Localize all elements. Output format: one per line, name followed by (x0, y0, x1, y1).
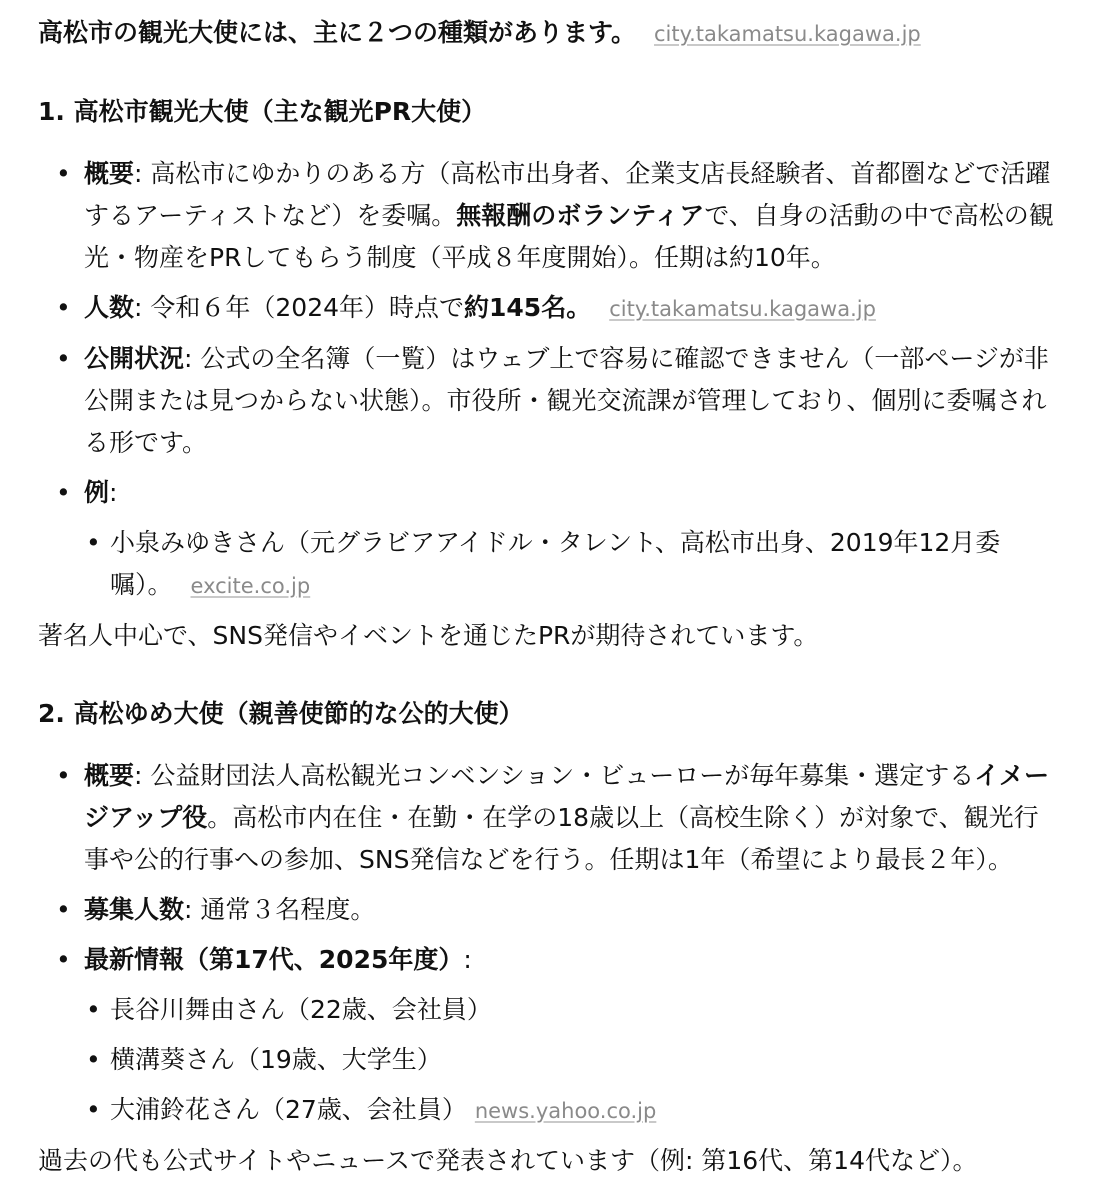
item-text: : 高松市にゆかりのある方（高松市出身者、企業支店長経験者、首都圏などで活躍するアーティストなど）を委嘱。 (84, 159, 1051, 230)
sub-list (84, 522, 1056, 607)
item-text: 大浦鈴花さん（27歳、会社員） (110, 1095, 467, 1124)
item-label: 最新情報（第17代、2025年度） (84, 945, 464, 974)
item-label: 人数 (84, 293, 135, 322)
item-text: : 公式の全名簿（一覧）はウェブ上で容易に確認できません（一部ページが非公開または見つからない状態）。市役所・観光交流課が管理しており、個別に委嘱される形です。 (84, 344, 1049, 457)
source-link[interactable]: news.yahoo.co.jp (474, 1099, 657, 1123)
section-tourism-ambassador (38, 91, 1056, 657)
item-text: 小泉みゆきさん（元グラビアアイドル・タレント、高松市出身、2019年12月委嘱）。 (110, 528, 1001, 599)
source-link[interactable]: city.takamatsu.kagawa.jp (654, 22, 921, 46)
intro-paragraph (38, 12, 1056, 55)
item-label: 例 (84, 478, 110, 507)
source-link[interactable]: excite.co.jp (190, 574, 311, 598)
list-item-status (38, 338, 1056, 464)
item-text: 。高松市内在住・在勤・在学の18歳以上（高校生除く）が対象で、観光行事や公的行事への参加、SNS発信などを行う。任期は1年（希望により最長２年）。 (84, 803, 1039, 874)
section-heading: 1. 高松市観光大使（主な観光PR大使） (38, 97, 487, 126)
sub-list-item (84, 989, 1056, 1031)
section-closing: 著名人中心で、SNS発信やイベントを通じたPRが期待されています。 (38, 621, 819, 650)
item-bold-text: 無報酬のボランティア (456, 201, 705, 230)
section-yume-ambassador (38, 693, 1056, 1182)
item-bold-text: 約145名。 (464, 293, 592, 322)
item-bold-text: イメージアップ役 (84, 761, 1050, 832)
list-item-example (38, 472, 1056, 607)
list-item-count (38, 287, 1056, 330)
section-closing: 過去の代も公式サイトやニュースで発表されています（例: 第16代、第14代など）。 (38, 1146, 978, 1175)
list-item-overview (38, 755, 1056, 881)
source-link[interactable]: city.takamatsu.kagawa.jp (609, 297, 876, 321)
sub-list-item (84, 1089, 1056, 1132)
sub-list-item (84, 1039, 1056, 1081)
item-text: で、自身の活動の中で高松の観光・物産をPRしてもらう制度（平成８年度開始）。任期は約10年。 (84, 201, 1054, 272)
item-text: : 通常３名程度。 (184, 895, 376, 924)
list-item-overview (38, 153, 1056, 279)
list-item-latest (38, 939, 1056, 1132)
item-text: : 令和６年（2024年）時点で (134, 293, 465, 322)
sub-list (84, 989, 1056, 1132)
item-label: 概要 (84, 159, 135, 188)
item-text: : (463, 945, 472, 974)
section-heading: 2. 高松ゆめ大使（親善使節的な公的大使） (38, 699, 524, 728)
intro-text: 高松市の観光大使には、主に２つの種類があります。 (38, 18, 637, 47)
item-text: : 公益財団法人高松観光コンベンション・ビューローが毎年募集・選定する (134, 761, 975, 790)
item-label: 公開状況 (84, 344, 185, 373)
item-text: : (109, 478, 118, 507)
item-text: 長谷川舞由さん（22歳、会社員） (110, 995, 492, 1024)
list-item-recruit (38, 889, 1056, 931)
bullet-list (38, 153, 1056, 607)
bullet-list (38, 755, 1056, 1132)
item-label: 概要 (84, 761, 135, 790)
item-text: 横溝葵さん（19歳、大学生） (110, 1045, 442, 1074)
sub-list-item (84, 522, 1056, 607)
item-label: 募集人数 (84, 895, 185, 924)
